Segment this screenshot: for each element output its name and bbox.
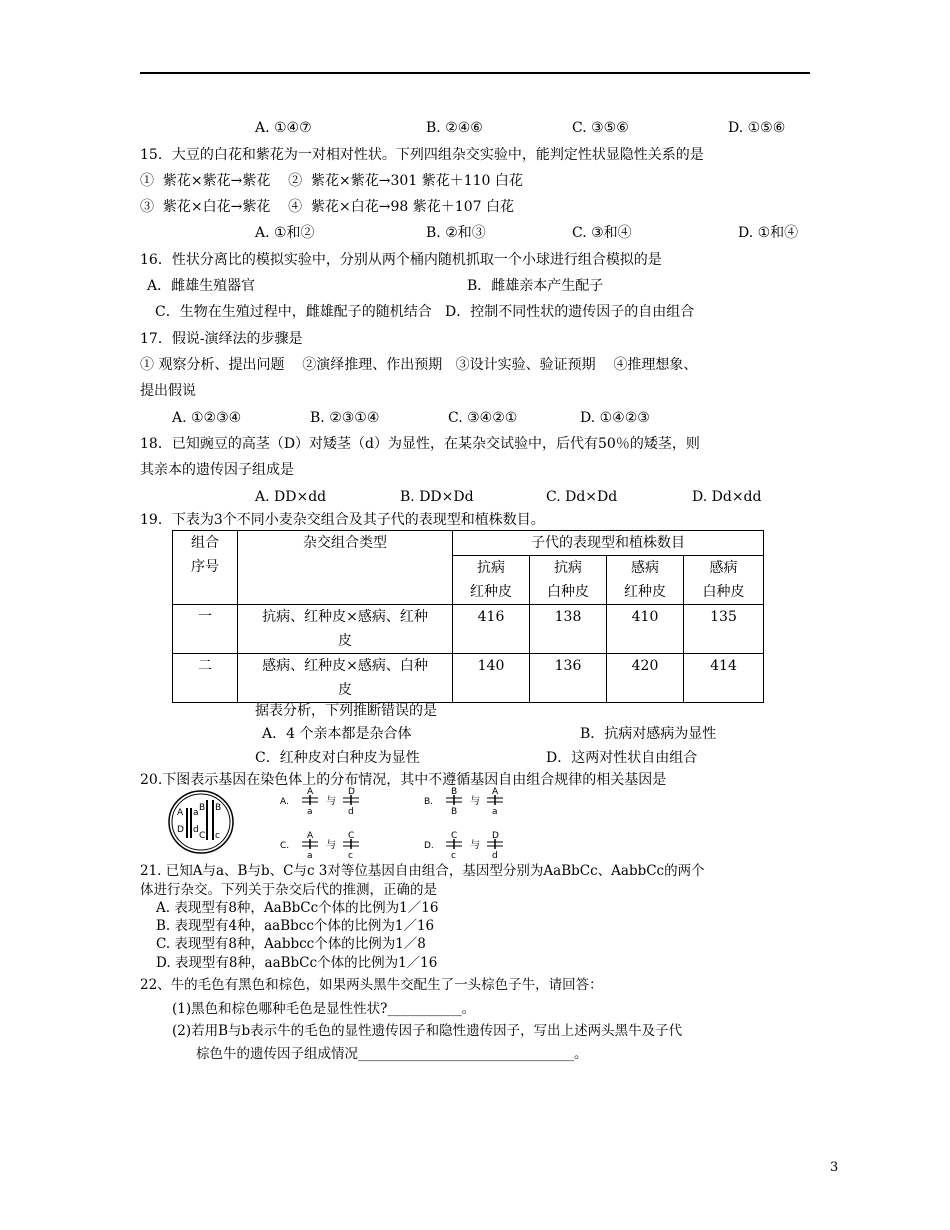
gene-label: a — [307, 851, 313, 859]
q18-line2: 其亲本的遗传因子组成是 — [140, 462, 294, 478]
chromosome-cell-diagram — [165, 788, 245, 856]
q14-option-b: B. ②④⑥ — [426, 120, 483, 136]
table-header-type: 杂交组合类型 — [238, 531, 453, 605]
yu-label: 与 — [470, 840, 480, 851]
option-letter: C. — [280, 841, 290, 851]
table-header-offspring: 子代的表现型和植株数目 — [453, 531, 764, 556]
q19-option-a: A．4 个亲本都是杂合体 — [262, 726, 412, 742]
cell-label: D — [177, 825, 184, 835]
q15-line2: ③ 紫花×白花→紫花 ④ 紫花×白花→98 紫花＋107 白花 — [140, 199, 514, 215]
q16-option-cd: C．生物在生殖过程中，雌雄配子的随机结合 D．控制不同性状的遗传因子的自由组合 — [155, 304, 695, 320]
q15-option-a: A. ①和② — [255, 225, 315, 241]
gene-label: a — [307, 807, 313, 815]
gene-label: d — [348, 807, 354, 815]
gene-label: D — [348, 787, 355, 797]
header-rule — [140, 72, 810, 74]
q19-option-d: D．这两对性状自由组合 — [546, 750, 698, 766]
table-cell: 420 — [607, 654, 684, 703]
q15-line1: ① 紫花×紫花→紫花 ② 紫花×紫花→301 紫花＋110 白花 — [140, 173, 523, 189]
q16-option-a: A．雌雄生殖器官 — [147, 278, 256, 294]
q21-option-d: D. 表现型有8种，aaBbCc个体的比例为1／16 — [156, 955, 438, 971]
gene-label: c — [348, 851, 353, 859]
table-subheader: 抗病 红种皮 — [453, 556, 530, 605]
q20-option-d-figure — [424, 829, 534, 859]
q17-line1: ① 观察分析、提出问题 ②演绎推理、作出预期 ③设计实验、验证预期 ④推理想象、 — [140, 357, 698, 373]
q17-stem: 17．假说-演绎法的步骤是 — [140, 331, 303, 347]
table-cell: 135 — [684, 605, 764, 654]
table-header-group: 组合 序号 — [173, 531, 238, 605]
gene-label: B — [451, 787, 458, 797]
gene-label: C — [451, 831, 458, 841]
q18-option-d: D. Dd×dd — [692, 489, 762, 505]
table-cell: 416 — [453, 605, 530, 654]
q16-option-b: B．雌雄亲本产生配子 — [467, 278, 604, 294]
q22-stem: 22、牛的毛色有黑色和棕色，如果两头黑牛交配生了一头棕色子牛，请回答： — [140, 977, 603, 993]
q20-option-b-figure — [424, 785, 534, 815]
q14-option-d: D. ①⑤⑥ — [728, 120, 786, 136]
gene-label: B — [451, 807, 458, 815]
q21-stem-1: 21. 已知A与a、B与b、C与c 3对等位基因自由组合，基因型分别为AaBbCc、AabbCc的两个 — [140, 863, 705, 879]
q21-option-b: B. 表现型有4种，aaBbcc个体的比例为1／16 — [156, 918, 435, 934]
q17-option-c: C. ③④②① — [448, 410, 518, 426]
gene-label: a — [492, 807, 498, 815]
q20-option-a-figure — [280, 785, 390, 815]
page-number: 3 — [830, 1160, 839, 1175]
q19-option-b: B．抗病对感病为显性 — [580, 726, 717, 742]
q18-option-a: A. DD×dd — [255, 489, 327, 505]
q19-option-c: C．红种皮对白种皮为显性 — [255, 750, 420, 766]
q15-option-b: B. ②和③ — [426, 225, 486, 241]
table-cell: 感病、红种皮×感病、白种 皮 — [238, 654, 453, 703]
yu-label: 与 — [326, 796, 336, 807]
q15-option-d: D. ①和④ — [738, 225, 799, 241]
q16-stem: 16．性状分离比的模拟实验中，分别从两个桶内随机抓取一个小球进行组合模拟的是 — [140, 252, 662, 268]
q15-stem: 15．大豆的白花和紫花为一对相对性状。下列四组杂交实验中，能判定性状显隐性关系的是 — [140, 147, 704, 163]
gene-label: A — [307, 787, 314, 797]
cell-label: d — [193, 825, 199, 835]
gene-label: d — [492, 851, 498, 859]
q22-part1: (1)黑色和棕色哪种毛色是显性性状?___________。 — [172, 1001, 476, 1017]
table-subheader: 抗病 白种皮 — [530, 556, 607, 605]
cell-label: A — [177, 808, 184, 818]
table-cell: 一 — [173, 605, 238, 654]
q17-option-b: B. ②③①④ — [310, 410, 380, 426]
table-subheader: 感病 白种皮 — [684, 556, 764, 605]
q17-line2: 提出假说 — [140, 383, 196, 399]
cell-label: a — [193, 808, 199, 818]
cell-label: c — [215, 831, 220, 841]
gene-label: c — [451, 851, 456, 859]
table-cell: 140 — [453, 654, 530, 703]
q20-stem: 20.下图表示基因在染色体上的分布情况，其中不遵循基因自由组合规律的相关基因是 — [140, 772, 667, 788]
cell-label: B — [199, 803, 206, 813]
gene-label: A — [492, 787, 499, 797]
table-cell: 136 — [530, 654, 607, 703]
q18-stem: 18．已知豌豆的高茎（D）对矮茎（d）为显性，在某杂交试验中，后代有50％的矮茎，则 — [140, 436, 700, 452]
gene-label: C — [348, 831, 355, 841]
q18-option-c: C. Dd×Dd — [546, 489, 618, 505]
cross-table — [172, 530, 764, 703]
q20-option-c-figure — [280, 829, 390, 859]
q19-after: 据表分析，下列推断错误的是 — [255, 703, 437, 719]
q22-part2-line1: (2)若用B与b表示牛的毛色的显性遗传因子和隐性遗传因子，写出上述两头黑牛及子代 — [172, 1023, 683, 1039]
table-cell: 410 — [607, 605, 684, 654]
table-cell: 二 — [173, 654, 238, 703]
table-row — [173, 654, 764, 703]
table-cell: 138 — [530, 605, 607, 654]
option-letter: A. — [280, 797, 289, 807]
q21-option-c: C. 表现型有8种，Aabbcc个体的比例为1／8 — [156, 936, 426, 952]
yu-label: 与 — [326, 840, 336, 851]
table-cell: 414 — [684, 654, 764, 703]
cell-label: C — [199, 831, 206, 841]
q21-option-a: A. 表现型有8种，AaBbCc个体的比例为1／16 — [156, 900, 439, 916]
table-subheader: 感病 红种皮 — [607, 556, 684, 605]
table-row — [173, 605, 764, 654]
table-cell: 抗病、红种皮×感病、红种 皮 — [238, 605, 453, 654]
q18-option-b: B. DD×Dd — [400, 489, 474, 505]
q21-stem-2: 体进行杂交。下列关于杂交后代的推测，正确的是 — [140, 882, 437, 898]
q15-option-c: C. ③和④ — [572, 225, 632, 241]
gene-label: D — [492, 831, 499, 841]
q17-option-d: D. ①④②③ — [580, 410, 650, 426]
yu-label: 与 — [470, 796, 480, 807]
option-letter: B. — [424, 797, 434, 807]
q14-option-a: A. ①④⑦ — [255, 120, 312, 136]
q14-option-c: C. ③⑤⑥ — [572, 120, 629, 136]
cell-label: B — [215, 803, 222, 813]
option-letter: D. — [424, 841, 434, 851]
q22-part2-line2: 棕色牛的遗传因子组成情况________________________________。 — [196, 1046, 588, 1062]
gene-label: A — [307, 831, 314, 841]
q19-stem: 19．下表为3个不同小麦杂交组合及其子代的表现型和植株数目。 — [140, 512, 545, 528]
q17-option-a: A. ①②③④ — [172, 410, 242, 426]
